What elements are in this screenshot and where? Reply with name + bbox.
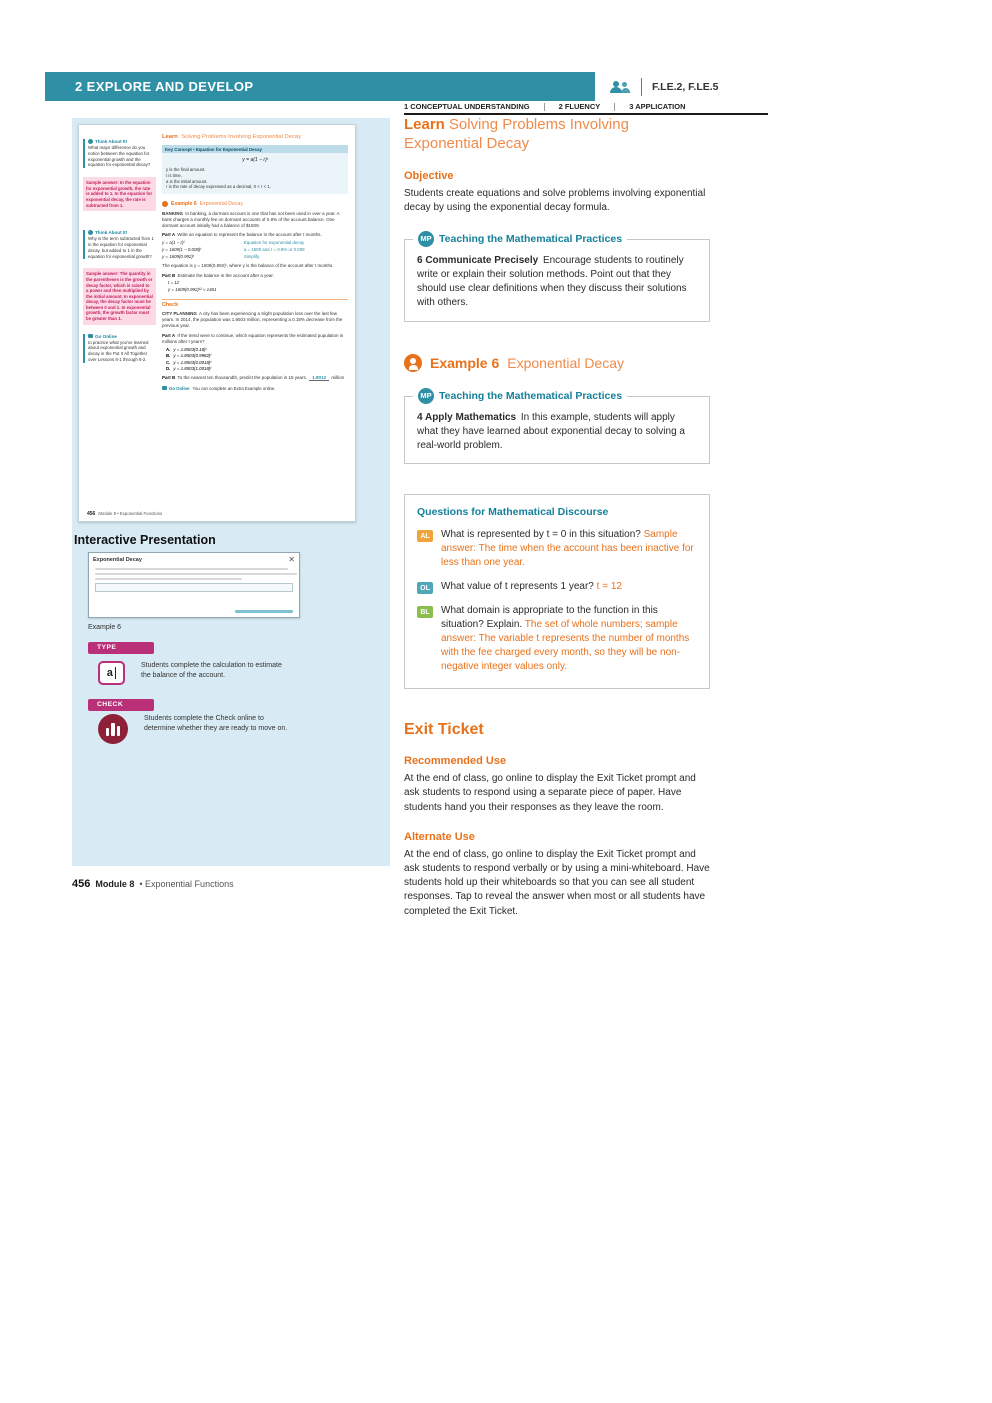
check-ribbon: CHECK — [88, 699, 154, 711]
equation-summary: The equation is y = 1609(0.992)ᵗ, where y is the balance of the account after t months. — [162, 263, 334, 269]
check-heading: Check — [162, 299, 348, 308]
student-page-body — [159, 125, 355, 521]
formula-note: y is the final amount. — [166, 166, 206, 172]
header-standards-area — [595, 72, 768, 101]
rigor-fluency: 2 FLUENCY — [559, 103, 616, 111]
rigor-strip — [404, 101, 768, 115]
level-badge-bl: BL — [417, 606, 433, 618]
questions-for-mathematical-discourse — [404, 494, 710, 689]
student-page-panel — [72, 118, 390, 866]
exit-ticket-heading: Exit Ticket — [404, 721, 484, 739]
student-page-margin-notes — [79, 125, 159, 521]
think-title: Think About It! — [95, 139, 128, 144]
banking-problem: BANKING In banking, a dormant account is one that has not been used in over a year. A bank charges a monthly fee on dormant accounts of 0.8% of the account balance. One dormant account initially had a balance of $1609. — [162, 210, 340, 228]
page-title: 2 EXPLORE AND DEVELOP — [75, 79, 254, 94]
type-ribbon: TYPE — [88, 642, 154, 654]
part-a-prompt: Part A Write an equation to represent the balance in the account after t months. — [162, 232, 322, 238]
thumbnail-caption: Example 6 — [88, 624, 122, 631]
header-bar — [45, 72, 768, 101]
discourse-heading: Questions for Mathematical Discourse — [417, 506, 609, 519]
think-text: Why is the term subtracted from 1 in the equation for exponential decay, but added to 1 in the equation for exponential growth? — [88, 236, 154, 259]
decay-formula: y = a(1 − r)ᵗ — [242, 157, 268, 164]
example-icon — [404, 354, 422, 372]
slide-title: Exponential Decay — [93, 557, 142, 563]
mp-heading: Teaching the Mathematical Practices — [439, 389, 623, 402]
question-text: What domain is appropriate to the function in this situation? Explain. — [441, 605, 658, 631]
equation-row: y = 1609(0.992)ᵗ Simplify. — [162, 254, 261, 260]
check-row — [98, 714, 310, 744]
interactive-slide-thumbnail — [88, 552, 300, 618]
formula-note: t is time. — [166, 172, 182, 178]
mp-text: 6 Communicate Precisely Encourage students to routinely write or explain their solution methods. Point out that they should use clear definitions when they discuss their solutions with others. — [417, 254, 687, 309]
formula-note: a is the initial amount. — [166, 178, 208, 184]
example-heading: Example 6 Exponential Decay — [404, 354, 710, 372]
mp-icon: MP — [418, 231, 434, 247]
part-b-prompt: Part B Estimate the balance in the account after a year. — [162, 272, 274, 278]
text-line-placeholder — [95, 573, 297, 576]
student-page-footer: 456 Module 8 • Exponential Functions — [87, 511, 163, 517]
objective-heading: Objective — [404, 169, 454, 182]
question-text: What value of t represents 1 year? — [441, 581, 594, 593]
key-concept-heading: Key Concept • Equation for Exponential Decay — [162, 145, 348, 153]
answer-choice: A. y = 1.8503(0.18)ᵗ — [166, 346, 207, 352]
go-online-title: Go Online — [95, 333, 117, 339]
type-description: Students complete the calculation to estimate the balance of the account. — [141, 662, 282, 679]
go-online-line: Go Online You can complete an Extra Example online. — [162, 386, 348, 391]
discourse-question — [417, 604, 697, 674]
check-part-a-prompt: Part A If the trend were to continue, which equation represents the estimated population in millions after t years? — [162, 332, 344, 344]
mp-heading: Teaching the Mathematical Practices — [439, 232, 623, 245]
work-line: y = 1609(0.992)¹² ≈ 1461 — [168, 286, 217, 292]
page-footer: 456 Module 8 • Exponential Functions — [72, 878, 234, 890]
objective-text: Students create equations and solve problems involving exponential decay by using the exponential decay formula. — [404, 187, 706, 213]
think-bubble-icon — [88, 139, 93, 144]
online-link-placeholder — [235, 610, 293, 613]
go-online-note — [83, 334, 156, 363]
interactive-presentation-heading: Interactive Presentation — [74, 533, 216, 547]
think-about-it-note-1 — [83, 139, 156, 168]
teacher-notes-column — [404, 116, 710, 919]
go-online-text: to practice what you've learned about exponential growth and decay in the Put It All Together over Lessons 8-1 through 8-2. — [88, 339, 149, 363]
think-title: Think About It! — [95, 230, 128, 236]
page-number: 456 — [72, 878, 91, 890]
student-learn-heading: Learn Solving Problems Involving Exponential Decay — [162, 134, 301, 140]
text-line-placeholder — [95, 578, 242, 581]
answer-blank: 1.8012 — [309, 375, 329, 381]
check-part-b-prompt: Part B To the nearest ten thousandth, predict the population in 15 years. 1.8012 million — [162, 374, 345, 380]
question-text: What is represented by t = 0 in this situation? — [441, 529, 641, 541]
level-badge-al: AL — [417, 530, 433, 542]
text-entry-icon: a — [98, 661, 125, 685]
mp-icon: MP — [418, 388, 434, 404]
rigor-application: 3 APPLICATION — [629, 102, 686, 112]
answer-text: The set of whole numbers; sample answer: The variable t represents the number of months with the fee charged every month, so they will be non-negative integer values only. — [441, 619, 690, 673]
standards-label: F.LE.2, F.LE.5 — [652, 80, 719, 93]
equation-row: y = a(1 − r)ᵗ Equation for exponential decay — [162, 239, 305, 245]
sample-answer-note-2: Sample answer: The quantity in the parentheses is the growth or decay factor, which is raised to a power and then multiplied by the initial amount. In exponential decay, the decay factor must be between 0 and 1. In exponential growth, the growth factor must be greater than 1. — [83, 268, 156, 324]
mp-text: 4 Apply Mathematics In this example, students will apply what they have learned about exponential decay to solving a real-world problem. — [417, 411, 685, 451]
teaching-mathematical-practices-box — [404, 232, 710, 322]
student-example-heading: Example 6 Exponential Decay — [162, 201, 348, 207]
go-online-icon — [88, 334, 93, 338]
think-text: What major difference do you notice between the equation for exponential growth and the equation for exponential decay? — [88, 145, 151, 168]
go-online-icon — [162, 386, 167, 390]
answer-text: Sample answer: The time when the account has been inactive for less than one year. — [441, 529, 694, 569]
discourse-question — [417, 580, 697, 594]
city-planning-problem: CITY PLANNING A city has been experiencing a slight population loss over the last few years. In 2014, the population was 1.8503 million, representing a 0.18% decrease from the previous year. — [162, 311, 343, 329]
learn-heading: Learn Solving Problems Involving Exponential Decay — [404, 116, 629, 152]
text-line-placeholder — [95, 568, 288, 571]
rigor-conceptual-understanding: 1 CONCEPTUAL UNDERSTANDING — [404, 103, 545, 111]
teaching-mathematical-practices-box — [404, 389, 710, 465]
think-about-it-note-2 — [83, 230, 156, 259]
check-description: Students complete the Check online to determine whether they are ready to move on. — [144, 715, 288, 732]
type-row — [98, 661, 310, 685]
key-concept-box — [162, 153, 348, 194]
alternate-use-text: At the end of class, go online to display the Exit Ticket prompt and ask students to respond verbally or by using a mini-whiteboard. Have students hold up their whiteboards so that you can see all student responses. Tap to reveal the answer when most or all students have completed the Exit Ticket. — [404, 848, 710, 917]
formula-note: r is the rate of decay expressed as a decimal, 0 < r < 1. — [166, 184, 271, 190]
people-icon — [609, 80, 631, 94]
level-badge-ol: OL — [417, 582, 433, 594]
equation-row: y = 1609(1 − 0.008)ᵗ a = 1609 and r = 0.8% or 0.008 — [162, 246, 305, 252]
answer-choice: D. y = 1.8503(1.0018)ᵗ — [166, 366, 212, 371]
think-bubble-icon — [88, 230, 93, 235]
recommended-use-heading: Recommended Use — [404, 755, 507, 768]
bar-chart-icon — [98, 714, 128, 744]
recommended-use-text: At the end of class, go online to display the Exit Ticket prompt and ask students to respond using a separate piece of paper. Have students hand you their responses as they leave the room. — [404, 773, 696, 813]
alternate-use-heading: Alternate Use — [404, 830, 475, 843]
header-divider — [641, 78, 642, 96]
sample-answer-note-1: Sample answer: In the equation for exponential growth, the rate is added to 1. In the equation for exponential decay, the rate is subtracted from 1. — [83, 177, 156, 211]
answer-text: t = 12 — [596, 581, 622, 593]
work-line: t = 12 — [168, 280, 180, 286]
discourse-question — [417, 528, 697, 570]
close-icon: ✕ — [288, 555, 295, 564]
student-page-preview — [78, 124, 356, 522]
answer-choice: C. y = 1.8503(0.0018)ᵗ — [166, 359, 212, 365]
answer-choice: B. y = 1.8503(0.9982)ᵗ — [166, 353, 212, 358]
section-banner — [45, 72, 595, 101]
spacer — [83, 220, 156, 230]
answer-input-placeholder — [95, 583, 293, 592]
example-icon — [162, 201, 168, 207]
